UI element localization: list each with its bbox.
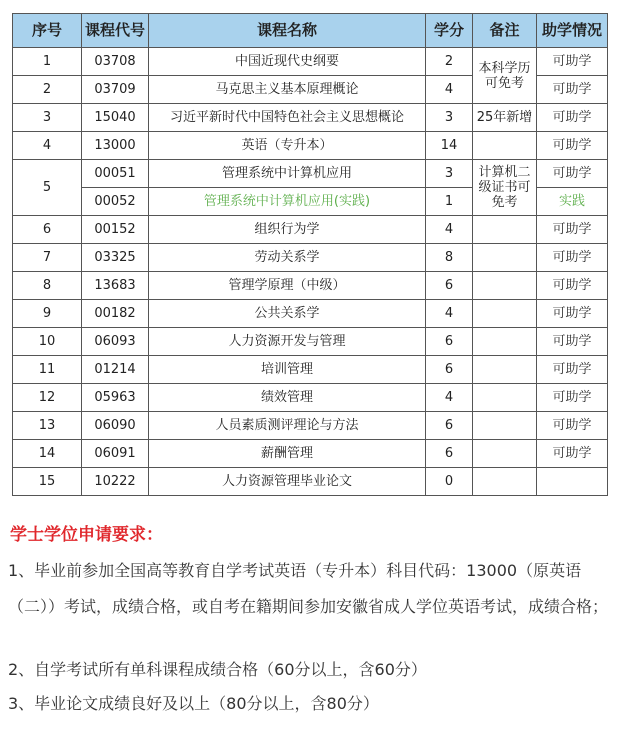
cell-credit: 6: [426, 356, 473, 384]
cell-name: 管理系统中计算机应用: [149, 160, 426, 188]
cell-index: 6: [13, 216, 82, 244]
cell-code: 06090: [82, 412, 149, 440]
cell-index: 4: [13, 132, 82, 160]
cell-name: 人力资源开发与管理: [149, 328, 426, 356]
table-row: [13, 132, 608, 160]
requirement-item-2: 2、自学考试所有单科课程成绩合格（60分以上，含60分）: [8, 660, 427, 679]
cell-note: [473, 356, 537, 384]
cell-code: 00052: [82, 188, 149, 216]
cell-help: 可助学: [537, 384, 608, 412]
cell-code: 00152: [82, 216, 149, 244]
cell-name-practice: 管理系统中计算机应用(实践): [149, 188, 426, 216]
cell-note: [473, 132, 537, 160]
cell-credit: 2: [426, 48, 473, 76]
cell-help-practice: 实践: [537, 188, 608, 216]
cell-code: 06093: [82, 328, 149, 356]
cell-name: 劳动关系学: [149, 244, 426, 272]
cell-note: [473, 412, 537, 440]
cell-name: 习近平新时代中国特色社会主义思想概论: [149, 104, 426, 132]
table-row: [13, 384, 608, 412]
cell-code: 01214: [82, 356, 149, 384]
table-row: [13, 440, 608, 468]
cell-name: 绩效管理: [149, 384, 426, 412]
cell-help: 可助学: [537, 216, 608, 244]
cell-name: 人力资源管理毕业论文: [149, 468, 426, 496]
header-name: 课程名称: [149, 14, 426, 48]
header-code: 课程代号: [82, 14, 149, 48]
table-row: [13, 216, 608, 244]
course-table: [12, 13, 608, 496]
cell-name: 组织行为学: [149, 216, 426, 244]
cell-code: 05963: [82, 384, 149, 412]
cell-note: [473, 300, 537, 328]
cell-help: 可助学: [537, 440, 608, 468]
cell-note: 计算机二级证书可免考: [473, 160, 537, 216]
cell-credit: 8: [426, 244, 473, 272]
cell-help: 可助学: [537, 412, 608, 440]
cell-index: 10: [13, 328, 82, 356]
cell-name: 人员素质测评理论与方法: [149, 412, 426, 440]
cell-index: 7: [13, 244, 82, 272]
cell-credit: 3: [426, 104, 473, 132]
cell-help: 可助学: [537, 272, 608, 300]
cell-code: 00051: [82, 160, 149, 188]
cell-name: 马克思主义基本原理概论: [149, 76, 426, 104]
table-row: [13, 412, 608, 440]
cell-help: 可助学: [537, 48, 608, 76]
cell-help: 可助学: [537, 76, 608, 104]
cell-help: [537, 468, 608, 496]
cell-note: [473, 468, 537, 496]
cell-index: 2: [13, 76, 82, 104]
table-row: [13, 300, 608, 328]
cell-credit: 4: [426, 76, 473, 104]
cell-credit: 6: [426, 412, 473, 440]
cell-credit: 0: [426, 468, 473, 496]
table-row: [13, 356, 608, 384]
cell-index: 3: [13, 104, 82, 132]
header-index: 序号: [13, 14, 82, 48]
cell-index: 14: [13, 440, 82, 468]
cell-index: 8: [13, 272, 82, 300]
cell-help: 可助学: [537, 356, 608, 384]
cell-name: 英语（专升本）: [149, 132, 426, 160]
cell-name: 薪酬管理: [149, 440, 426, 468]
cell-code: 00182: [82, 300, 149, 328]
cell-note: [473, 272, 537, 300]
cell-credit: 14: [426, 132, 473, 160]
cell-name: 中国近现代史纲要: [149, 48, 426, 76]
cell-code: 06091: [82, 440, 149, 468]
requirement-item-1: 1、毕业前参加全国高等教育自学考试英语（专升本）科目代码：13000（原英语（二））考试，成绩合格，或自考在籍期间参加安徽省成人学位英语考试，成绩合格；: [8, 561, 609, 616]
cell-index: 12: [13, 384, 82, 412]
table-row: [13, 244, 608, 272]
cell-note: [473, 328, 537, 356]
cell-code: 10222: [82, 468, 149, 496]
requirements-title: 学士学位申请要求：: [10, 525, 163, 545]
cell-note: [473, 216, 537, 244]
cell-credit: 3: [426, 160, 473, 188]
cell-note: 本科学历可免考: [473, 48, 537, 104]
cell-index: 15: [13, 468, 82, 496]
table-row: [13, 272, 608, 300]
cell-note: [473, 244, 537, 272]
cell-name: 公共关系学: [149, 300, 426, 328]
cell-name: 管理学原理（中级）: [149, 272, 426, 300]
cell-name: 培训管理: [149, 356, 426, 384]
table-header-row: [13, 14, 608, 48]
cell-index: 9: [13, 300, 82, 328]
cell-credit: 4: [426, 384, 473, 412]
cell-help: 可助学: [537, 328, 608, 356]
header-help: 助学情况: [537, 14, 608, 48]
cell-credit: 4: [426, 300, 473, 328]
cell-note: [473, 384, 537, 412]
cell-index: 1: [13, 48, 82, 76]
cell-index: 11: [13, 356, 82, 384]
cell-code: 03708: [82, 48, 149, 76]
cell-index: 13: [13, 412, 82, 440]
cell-code: 03709: [82, 76, 149, 104]
cell-credit: 4: [426, 216, 473, 244]
cell-code: 13683: [82, 272, 149, 300]
table-row: [13, 328, 608, 356]
cell-note: 25年新增: [473, 104, 537, 132]
header-note: 备注: [473, 14, 537, 48]
cell-help: 可助学: [537, 160, 608, 188]
header-credit: 学分: [426, 14, 473, 48]
table-row: [13, 48, 608, 76]
cell-credit: 6: [426, 440, 473, 468]
cell-help: 可助学: [537, 132, 608, 160]
cell-note: [473, 440, 537, 468]
cell-help: 可助学: [537, 104, 608, 132]
cell-help: 可助学: [537, 244, 608, 272]
cell-code: 03325: [82, 244, 149, 272]
table-row: [13, 104, 608, 132]
table-row: [13, 468, 608, 496]
cell-credit: 6: [426, 272, 473, 300]
cell-credit: 6: [426, 328, 473, 356]
cell-credit: 1: [426, 188, 473, 216]
cell-help: 可助学: [537, 300, 608, 328]
table-row: [13, 160, 608, 188]
cell-code: 15040: [82, 104, 149, 132]
cell-index: 5: [13, 160, 82, 216]
cell-code: 13000: [82, 132, 149, 160]
requirement-item-3: 3、毕业论文成绩良好及以上（80分以上，含80分）: [8, 694, 379, 713]
